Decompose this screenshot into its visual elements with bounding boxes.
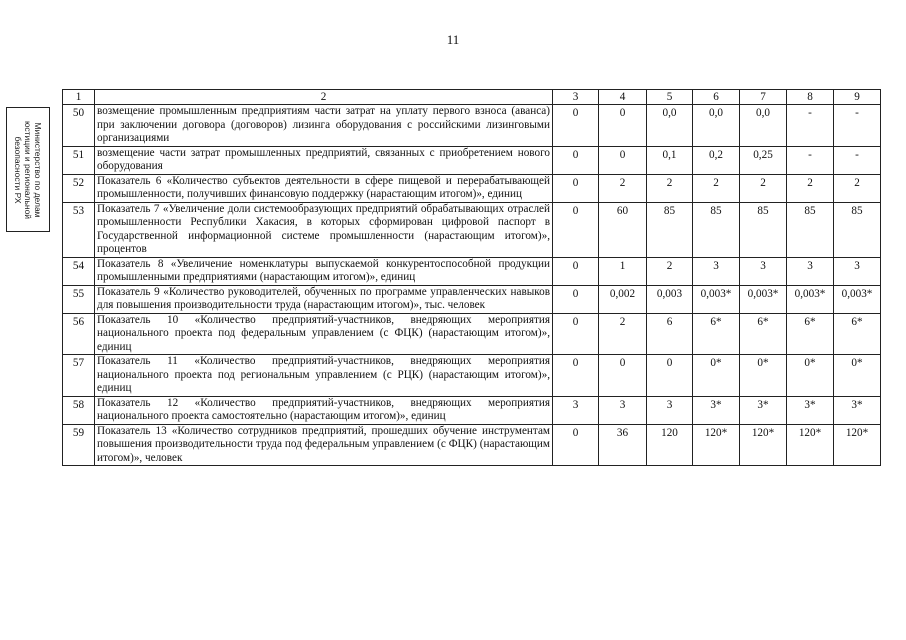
value-cell: 0,003* [740,285,787,313]
registration-stamp [6,107,50,232]
value-cell: 120* [787,424,834,466]
value-cell: - [787,146,834,174]
value-cell: 2 [599,313,647,355]
value-cell: 85 [693,202,740,257]
value-cell: - [787,105,834,147]
value-cell: 0 [553,105,599,147]
value-cell: 6* [740,313,787,355]
stamp-text [13,111,43,229]
value-cell: 3 [599,396,647,424]
indicator-description: Показатель 12 «Количество предприятий-участников, внедряющих мероприятия национального проекта самостоятельно (нарастающим итогом)», единиц [95,396,553,424]
header-cell: 9 [834,90,881,105]
value-cell: - [834,146,881,174]
value-cell: 120* [740,424,787,466]
value-cell: 0,0 [647,105,693,147]
value-cell: 3 [553,396,599,424]
stamp-line: юстиции и региональной [23,120,33,219]
value-cell: 0 [553,257,599,285]
value-cell: 0 [599,105,647,147]
header-cell: 1 [63,90,95,105]
indicator-description: Показатель 10 «Количество предприятий-участников, внедряющих мероприятия национального проекта под федеральным управлением (с ФЦК) (нарастающим итогом)», единиц [95,313,553,355]
header-cell: 7 [740,90,787,105]
value-cell: 0,0 [693,105,740,147]
value-cell: 0* [740,355,787,397]
value-cell: 85 [740,202,787,257]
row-number: 50 [63,105,95,147]
value-cell: 3 [834,257,881,285]
value-cell: 0 [553,285,599,313]
table-row [63,355,881,397]
header-cell: 4 [599,90,647,105]
stamp-line: безопасности РХ [13,135,23,204]
value-cell: 3* [834,396,881,424]
value-cell: - [834,105,881,147]
row-number: 56 [63,313,95,355]
value-cell: 0,2 [693,146,740,174]
indicator-description: Показатель 6 «Количество субъектов деятельности в сфере пищевой и перерабатывающей промышленности, получивших финансовую поддержку (нарастающим итогом)», единиц [95,174,553,202]
value-cell: 6* [834,313,881,355]
indicator-description: возмещение промышленным предприятиям части затрат на уплату первого взноса (аванса) при заключении договора (договоров) лизинга оборудования с российскими лизинговыми организациями [95,105,553,147]
value-cell: 0 [553,174,599,202]
value-cell: 0* [834,355,881,397]
value-cell: 2 [599,174,647,202]
value-cell: 0 [553,146,599,174]
value-cell: 85 [834,202,881,257]
value-cell: 36 [599,424,647,466]
table-row [63,105,881,147]
indicator-description: Показатель 8 «Увеличение номенклатуры выпускаемой конкурентоспособной продукции промышленными предприятиями (нарастающим итогом)», единиц [95,257,553,285]
value-cell: 3 [693,257,740,285]
value-cell: 1 [599,257,647,285]
value-cell: 6* [787,313,834,355]
value-cell: 120* [834,424,881,466]
header-cell: 3 [553,90,599,105]
value-cell: 0,003* [834,285,881,313]
value-cell: 2 [647,174,693,202]
indicator-description: возмещение части затрат промышленных предприятий, связанных с приобретением нового оборудования [95,146,553,174]
row-number: 58 [63,396,95,424]
row-number: 54 [63,257,95,285]
value-cell: 85 [787,202,834,257]
value-cell: 3 [647,396,693,424]
value-cell: 0,003 [647,285,693,313]
value-cell: 0,003* [787,285,834,313]
value-cell: 0,0 [740,105,787,147]
header-cell: 6 [693,90,740,105]
stamp-line: Министерство по делам [33,121,43,218]
indicators-table [62,89,881,466]
value-cell: 3 [740,257,787,285]
row-number: 52 [63,174,95,202]
row-number: 55 [63,285,95,313]
header-cell: 8 [787,90,834,105]
table-row [63,146,881,174]
table-row [63,174,881,202]
value-cell: 6* [693,313,740,355]
value-cell: 2 [787,174,834,202]
value-cell: 0 [553,355,599,397]
header-cell: 2 [95,90,553,105]
value-cell: 0 [599,355,647,397]
value-cell: 60 [599,202,647,257]
value-cell: 3* [740,396,787,424]
value-cell: 120 [647,424,693,466]
row-number: 53 [63,202,95,257]
indicator-description: Показатель 9 «Количество руководителей, обученных по программе управленческих навыков для повышения производительности труда (нарастающим итогом)», тыс. человек [95,285,553,313]
table-row [63,257,881,285]
table-row [63,202,881,257]
value-cell: 85 [647,202,693,257]
table-row [63,313,881,355]
indicator-description: Показатель 7 «Увеличение доли системообразующих предприятий обрабатывающих отраслей промышленности Республики Хакасия, в которых сформирован цифровой паспорт в Государственной информационной системе промышленности (нарастающим итогом)», процентов [95,202,553,257]
value-cell: 0,1 [647,146,693,174]
value-cell: 0,002 [599,285,647,313]
value-cell: 0 [599,146,647,174]
value-cell: 6 [647,313,693,355]
value-cell: 2 [693,174,740,202]
value-cell: 3 [787,257,834,285]
value-cell: 0* [787,355,834,397]
indicator-description: Показатель 11 «Количество предприятий-участников, внедряющих мероприятия национального проекта под региональным управлением (с РЦК) (нарастающим итогом)», единиц [95,355,553,397]
value-cell: 0 [553,202,599,257]
value-cell: 0 [553,424,599,466]
row-number: 59 [63,424,95,466]
table-header-row [63,90,881,105]
value-cell: 3* [787,396,834,424]
value-cell: 2 [834,174,881,202]
row-number: 51 [63,146,95,174]
value-cell: 0 [553,313,599,355]
value-cell: 2 [647,257,693,285]
value-cell: 0 [647,355,693,397]
page-number: 11 [446,32,460,47]
table-row [63,396,881,424]
value-cell: 0,003* [693,285,740,313]
value-cell: 0* [693,355,740,397]
table-row [63,285,881,313]
value-cell: 0,25 [740,146,787,174]
table-row [63,424,881,466]
value-cell: 120* [693,424,740,466]
row-number: 57 [63,355,95,397]
header-cell: 5 [647,90,693,105]
indicator-description: Показатель 13 «Количество сотрудников предприятий, прошедших обучение инструментам повышения производительности труда под федеральным управлением (с ФЦК) (нарастающим итогом)», человек [95,424,553,466]
value-cell: 3* [693,396,740,424]
value-cell: 2 [740,174,787,202]
